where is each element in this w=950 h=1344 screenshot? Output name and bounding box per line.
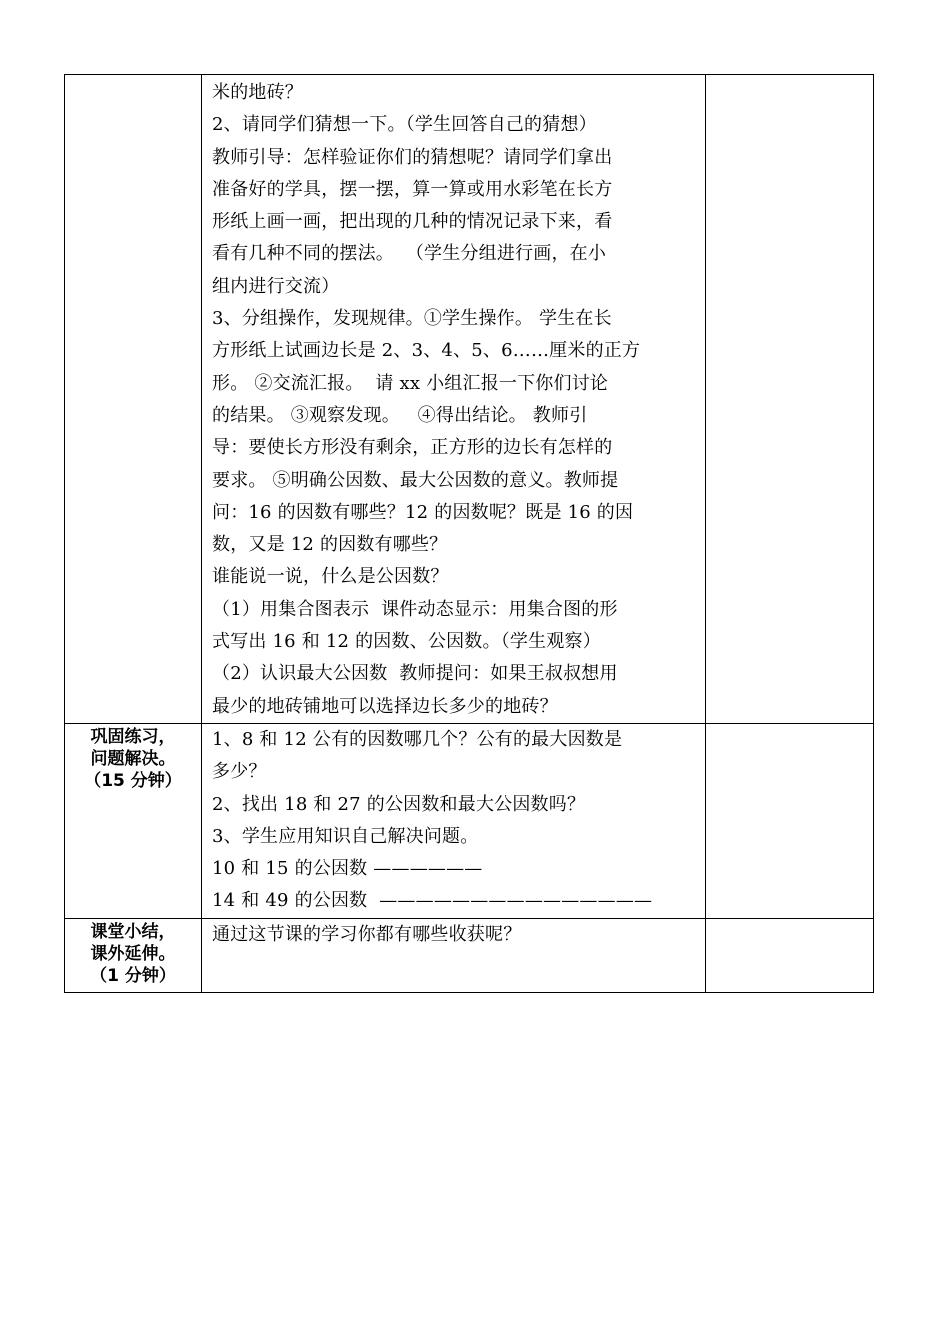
content-cell (202, 918, 706, 992)
table-row-summary (65, 918, 874, 992)
content-line: 教师引导：怎样验证你们的猜想呢？请同学们拿出 (212, 146, 613, 168)
notes-cell (706, 723, 874, 918)
content-line: （2）认识最大公因数 教师提问：如果王叔叔想用 (212, 663, 618, 685)
content-line: 式写出 16 和 12 的因数、公因数。（学生观察） (212, 631, 601, 653)
stage-cell (65, 75, 202, 724)
content-line: 准备好的学具，摆一摆，算一算或用水彩笔在长方 (212, 178, 613, 200)
content-line: 问：16 的因数有哪些？12 的因数呢？既是 16 的因 (212, 501, 634, 523)
content-line: 看有几种不同的摆法。 （学生分组进行画，在小 (212, 243, 607, 265)
stage-label: 巩固练习， (90, 726, 176, 747)
content-line: 14 和 49 的公因数 ——————————————— (212, 890, 653, 912)
stage-cell (65, 918, 202, 992)
content-line: 形。 ②交流汇报。 请 xx 小组汇报一下你们讨论 (212, 372, 609, 394)
stage-duration: （1 分钟） (90, 965, 176, 986)
content-cell (202, 723, 706, 918)
stage-label: 问题解决。 (90, 748, 176, 769)
content-line: 方形纸上试画边长是 2、3、4、5、6……厘米的正方 (212, 340, 641, 362)
stage-label: 课外延伸。 (90, 943, 176, 964)
notes-cell (706, 918, 874, 992)
content-cell (202, 75, 706, 724)
content-line: 10 和 15 的公因数 —————— (212, 858, 483, 880)
content-line: 多少？ (212, 761, 267, 783)
content-line: 导：要使长方形没有剩余，正方形的边长有怎样的 (212, 437, 613, 459)
notes-cell (706, 75, 874, 724)
stage-label: 课堂小结， (90, 921, 176, 942)
content-line: 米的地砖？ (212, 82, 303, 103)
stage-cell (65, 723, 202, 918)
content-line: 形纸上画一画，把出现的几种的情况记录下来，看 (212, 211, 613, 233)
content-line: 1、8 和 12 公有的因数哪几个？公有的最大因数是 (212, 728, 623, 750)
content-line: 通过这节课的学习你都有哪些收获呢？ (212, 923, 522, 945)
stage-duration: （15 分钟） (84, 770, 182, 791)
table-row-inquiry (65, 75, 874, 724)
content-line: 组内进行交流） (212, 275, 340, 297)
content-line: 要求。 ⑤明确公因数、最大公因数的意义。教师提 (212, 469, 619, 491)
content-line: 数，又是 12 的因数有哪些？ (212, 534, 448, 556)
content-line: 3、分组操作，发现规律。①学生操作。 学生在长 (212, 308, 612, 330)
content-line: 2、找出 18 和 27 的公因数和最大公因数吗？ (212, 793, 586, 815)
content-line: （1）用集合图表示 课件动态显示：用集合图的形 (212, 598, 618, 620)
table-row-practice (65, 723, 874, 918)
content-line: 3、学生应用知识自己解决问题。 (212, 825, 479, 847)
lesson-plan-table (64, 74, 874, 993)
content-line: 2、请同学们猜想一下。（学生回答自己的猜想） (212, 114, 597, 136)
content-line: 的结果。 ③观察发现。 ④得出结论。 教师引 (212, 404, 588, 426)
content-line: 最少的地砖铺地可以选择边长多少的地砖？ (212, 695, 558, 717)
content-line: 谁能说一说，什么是公因数？ (212, 566, 449, 588)
